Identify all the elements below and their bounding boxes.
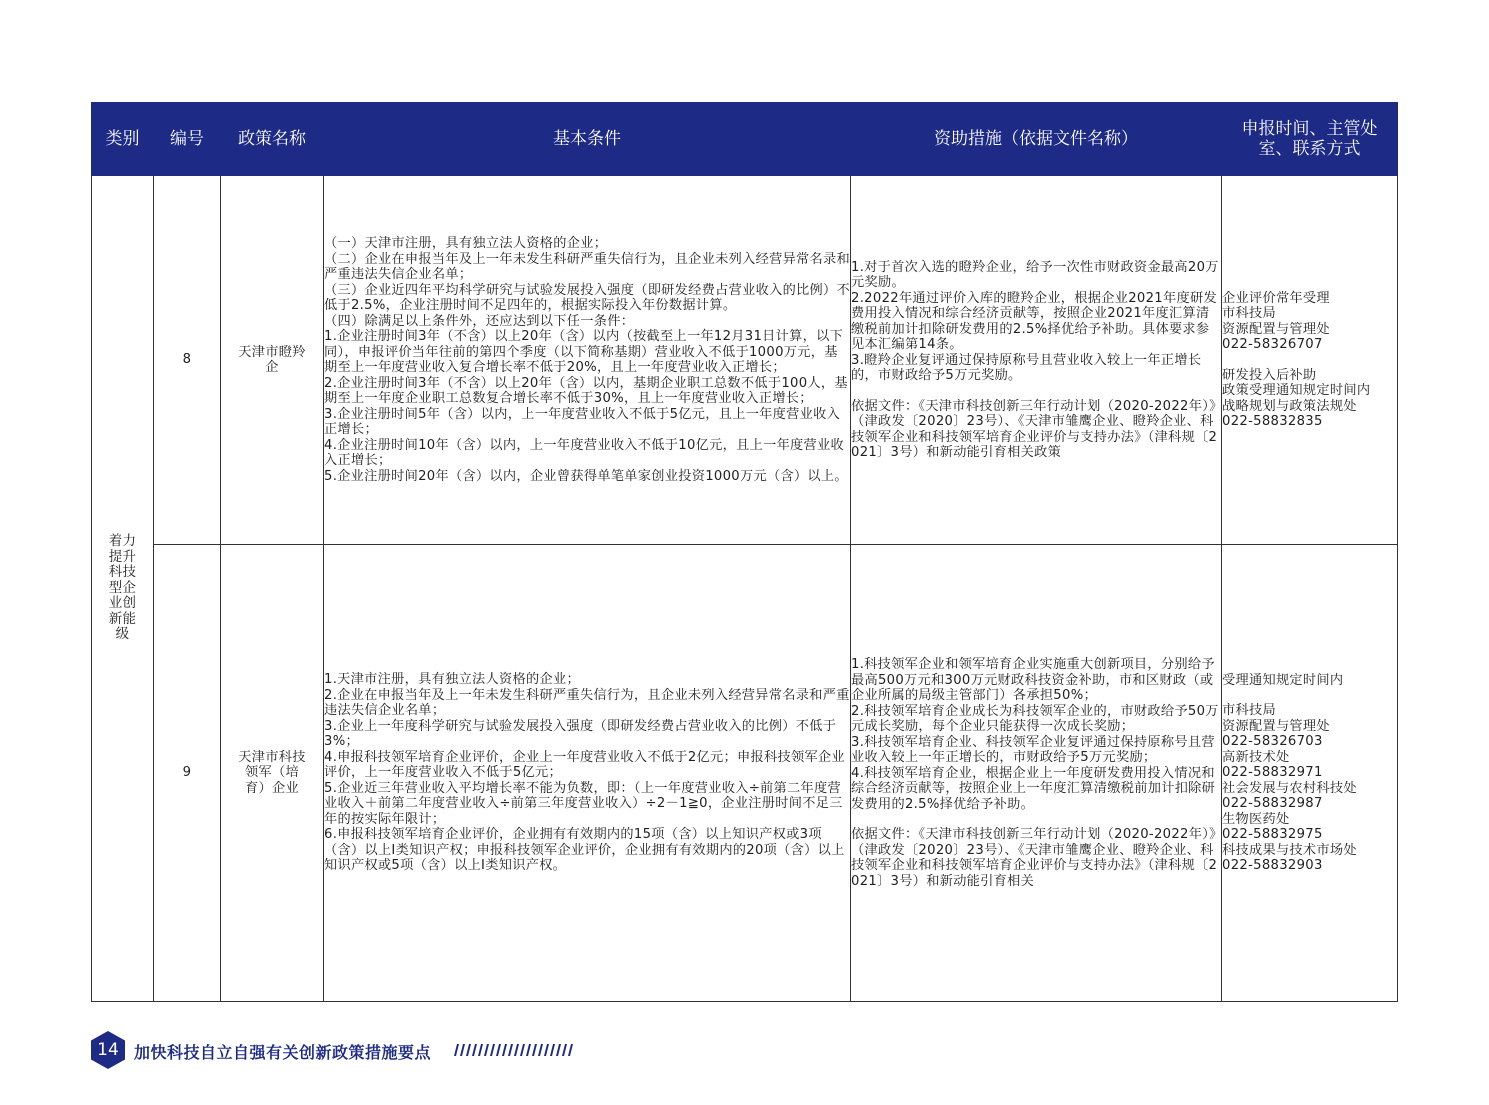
contact-phone: 022-58832975 [1222, 827, 1323, 842]
header-contact-text: 申报时间、主管处室、联系方式 [1241, 119, 1378, 159]
contact-phone: 022-58326703 [1222, 734, 1323, 749]
contact-line: 科技成果与技术市场处 [1222, 842, 1357, 858]
contact-line: 战略规划与政策法规处 [1222, 398, 1357, 414]
measure-line: 3.科技领军培育企业、科技领军企业复评通过保持原称号且营业收入较上一年正增长的，市财政给予5万元奖励； [851, 734, 1215, 765]
header-row [92, 103, 1398, 176]
table-row [92, 176, 1398, 545]
condition-line: 3.企业注册时间5年（含）以内，上一年度营业收入不低于5亿元，且上一年度营业收入正增长； [324, 406, 841, 437]
contact-phone: 022-58832971 [1222, 765, 1323, 780]
contact-line: 市科技局 [1222, 703, 1276, 718]
measure-line: 1.对于首次入选的瞪羚企业，给予一次性市财政资金最高20万元奖励。 [851, 259, 1219, 290]
spacer [1222, 353, 1397, 368]
conditions-cell [324, 176, 851, 545]
contact-line: 受理通知规定时间内 [1222, 672, 1344, 688]
policy-name-cell [221, 176, 324, 545]
condition-line: 6.申报科技领军培育企业评价，企业拥有有效期内的15项（含）以上知识产权或3项（含）以上I类知识产权；申报科技领军企业评价，企业拥有有效期内的20项（含）以上知识产权或5项（含）以上I类知识产权。 [324, 827, 845, 874]
condition-line: （四）除满足以上条件外，还应达到以下任一条件： [324, 313, 635, 329]
header-policy-name: 政策名称 [221, 103, 324, 176]
condition-line: 4.企业注册时间10年（含）以内，上一年度营业收入不低于10亿元，且上一年度营业收入正增长； [324, 437, 845, 468]
condition-line: 5.企业注册时间20年（含）以内，企业曾获得单笔单家创业投资1000万元（含）以上。 [324, 468, 848, 484]
header-measures: 资助措施（依据文件名称） [851, 103, 1222, 176]
contact-phone: 022-58326707 [1222, 337, 1323, 352]
category-cell [92, 176, 154, 1002]
category-text: 着力提升科技型企业创新能级 [108, 533, 137, 643]
contact-line: 社会发展与农村科技处 [1222, 780, 1357, 796]
header-contact [1222, 103, 1398, 176]
condition-line: 3.企业上一年度科学研究与试验发展投入强度（即研发经费占营业收入的比例）不低于3%； [324, 718, 837, 750]
page-number: 14 [97, 1040, 119, 1060]
policy-name-cell [221, 545, 324, 1002]
table-row [92, 545, 1398, 1002]
policy-table [91, 102, 1398, 1002]
measure-line: 4.科技领军培育企业，根据企业上一年度研发费用投入情况和综合经济贡献等，按照企业上一年度汇算清缴税前加计扣除研发费用的2.5%择优给予补助。 [851, 765, 1216, 812]
policy-name: 天津市瞪羚企 [238, 344, 306, 375]
measure-line: 1.科技领军企业和领军培育企业实施重大创新项目，分别给予最高500万元和300万元财政科技资金补助，市和区财政（或企业所属的局级主管部门）各承担50%； [851, 657, 1215, 703]
contact-line: 资源配置与管理处 [1222, 718, 1330, 734]
contact-cell [1222, 545, 1398, 1002]
header-number: 编号 [154, 103, 221, 176]
condition-line: （三）企业近四年平均科学研究与试验发展投入强度（即研发经费占营业收入的比例）不低于2.5%，企业注册时间不足四年的，根据实际投入年份数据计算。 [324, 282, 851, 313]
contact-line: 生物医药处 [1222, 811, 1290, 827]
contact-line: 市科技局 [1222, 306, 1276, 321]
measures-cell [851, 545, 1222, 1002]
contact-phone: 022-58832987 [1222, 796, 1323, 811]
footer-title: 加快科技自立自强有关创新政策措施要点 [134, 1043, 432, 1062]
condition-line: 1.企业注册时间3年（不含）以上20年（含）以内（按截至上一年12月31日计算，以下同），申报评价当年往前的第四个季度（以下简称基期）营业收入不低于1000万元，基期至上一年度营业收入复合增长率不低于20%，且上一年度营业收入正增长； [324, 329, 844, 375]
contact-line: 企业评价常年受理 [1222, 290, 1330, 306]
spacer [1222, 688, 1397, 703]
condition-line: 5.企业近三年营业收入平均增长率不能为负数，即：（上一年度营业收入÷前第二年度营业收入＋前第二年度营业收入÷前第三年度营业收入）÷2－1≧0，企业注册时间不足三年的按实际年限计； [324, 780, 843, 827]
header-conditions: 基本条件 [324, 103, 851, 176]
contact-phone: 022-58832903 [1222, 858, 1323, 873]
measure-line: 2.科技领军培育企业成长为科技领军企业的，市财政给予50万元成长奖励，每个企业只能获得一次成长奖励； [851, 703, 1219, 734]
contact-line: 政策受理通知规定时间内 [1222, 383, 1371, 398]
contact-cell [1222, 176, 1398, 545]
condition-line: 2.企业注册时间3年（不含）以上20年（含）以内，基期企业职工总数不低于100人，基期至上一年度企业职工总数复合增长率不低于30%，且上一年度营业收入正增长； [324, 375, 848, 406]
header-category: 类别 [92, 103, 154, 176]
contact-line: 高新技术处 [1222, 749, 1290, 765]
row-number: 8 [154, 176, 221, 545]
contact-line: 资源配置与管理处 [1222, 321, 1330, 337]
measures-cell [851, 176, 1222, 545]
condition-line: 4.申报科技领军培育企业评价，企业上一年度营业收入不低于2亿元；申报科技领军企业评价，上一年度营业收入不低于5亿元； [324, 749, 845, 781]
conditions-cell [324, 545, 851, 1002]
measure-line: 2.2022年通过评价入库的瞪羚企业，根据企业2021年度研发费用投入情况和综合经济贡献等，按照企业2021年度汇算清缴税前加计扣除研发费用的2.5%择优给予补助。具体要求参见本汇编第14条。 [851, 290, 1217, 352]
condition-line: 1.天津市注册，具有独立法人资格的企业； [324, 672, 580, 688]
spacer [851, 812, 1221, 827]
condition-line: 2.企业在申报当年及上一年未发生科研严重失信行为，且企业未列入经营异常名录和严重违法失信企业名单； [324, 687, 850, 719]
contact-line: 研发投入后补助 [1222, 367, 1317, 383]
spacer [851, 384, 1221, 399]
measure-line: 3.瞪羚企业复评通过保持原称号且营业收入较上一年正增长的，市财政给予5万元奖励。 [851, 352, 1202, 383]
decorative-stripes-icon [452, 1043, 574, 1057]
condition-line: （一）天津市注册，具有独立法人资格的企业； [324, 236, 608, 251]
contact-phone: 022-58832835 [1222, 414, 1323, 429]
policy-name: 天津市科技领军（培育）企业 [238, 749, 306, 796]
measure-basis: 依据文件：《天津市科技创新三年行动计划（2020-2022年）》（津政发〔2020〕23号）、《天津市雏鹰企业、瞪羚企业、科技领军企业和科技领军培育企业评价与支持办法》（津科规〔2021〕3号）和新动能引育相关 [851, 827, 1218, 889]
measure-basis: 依据文件：《天津市科技创新三年行动计划（2020-2022年）》（津政发〔2020〕23号）、《天津市雏鹰企业、瞪羚企业、科技领军企业和科技领军培育企业评价与支持办法》（津科规〔2021〕3号）和新动能引育相关政策 [851, 398, 1218, 460]
condition-line: （二）企业在申报当年及上一年未发生科研严重失信行为，且企业未列入经营异常名录和严重违法失信企业名单； [324, 251, 851, 282]
row-number: 9 [154, 545, 221, 1002]
